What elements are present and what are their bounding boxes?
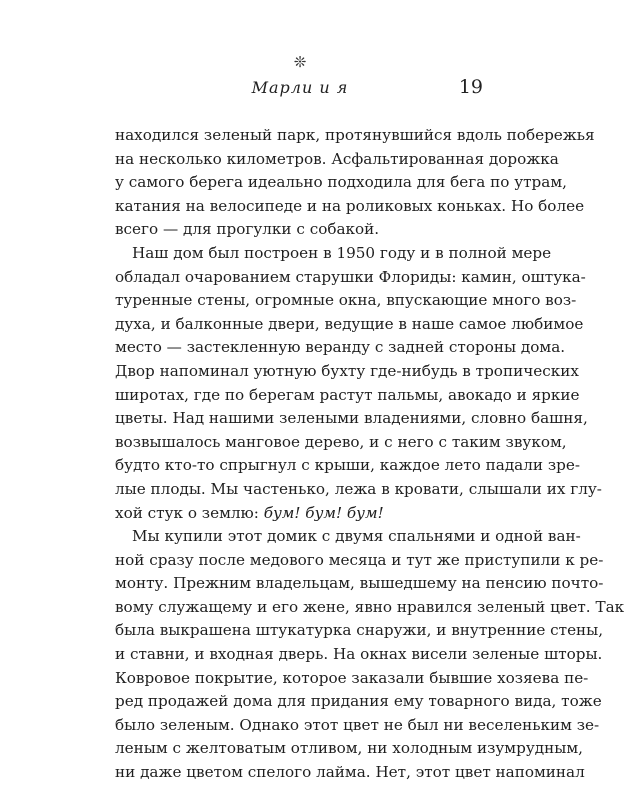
- paragraph-first-line: Наш дом был построен в 1950 году и в полной мере: [132, 243, 552, 262]
- text-line: Ковровое покрытие, которое заказали бывшие хозяева пе-: [115, 668, 589, 687]
- text-segment: хой стук о землю:: [115, 503, 264, 522]
- text-line: обладал очарованием старушки Флориды: камин, оштука-: [115, 267, 586, 286]
- body-text: [115, 124, 624, 785]
- text-line: Двор напоминал уютную бухту где-нибудь в тропических: [115, 361, 579, 380]
- text-line: было зеленым. Однако этот цвет не был ни веселеньким зе-: [115, 715, 600, 734]
- text-line: ред продажей дома для придания ему товарного вида, тоже: [115, 692, 602, 711]
- text-line: на несколько километров. Асфальтированная дорожка: [115, 149, 559, 168]
- text-line: находился зеленый парк, протянувшийся вдоль побережья: [115, 126, 595, 144]
- page-number: 19: [458, 76, 483, 98]
- text-line: у самого берега идеально подходила для бега по утрам,: [115, 173, 567, 192]
- text-line: лые плоды. Мы частенько, лежа в кровати, слышали их глу-: [115, 479, 602, 498]
- text-line: широтах, где по берегам растут пальмы, авокадо и яркие: [115, 385, 580, 404]
- italic-phrase: бум! бум! бум!: [263, 503, 384, 522]
- text-line: [115, 502, 487, 526]
- text-line: и ставни, и входная дверь. На окнах висели зеленые шторы.: [115, 645, 603, 664]
- text-line: монту. Прежним владельцам, вышедшему на пенсию почто-: [115, 574, 604, 593]
- text-line: ни даже цветом спелого лайма. Нет, этот цвет напоминал: [115, 763, 585, 782]
- ornament-icon: ❊: [293, 53, 307, 71]
- text-line: вому служащему и его жене, явно нравился зеленый цвет. Так: [115, 597, 624, 616]
- text-line: была выкрашена штукатурка снаружи, и внутренние стены,: [115, 621, 604, 640]
- running-title: Марли и я: [251, 78, 349, 97]
- text-line: туренные стены, огромные окна, впускающие много воз-: [115, 291, 577, 310]
- text-line: леным с желтоватым отливом, ни холодным изумрудным,: [115, 739, 583, 758]
- paragraph-first-line: Мы купили этот домик с двумя спальнями и одной ван-: [132, 527, 581, 546]
- text-line: будто кто-то спрыгнул с крыши, каждое лето падали зре-: [115, 456, 580, 475]
- text-line: возвышалось манговое дерево, и с него с таким звуком,: [115, 432, 567, 451]
- text-line: духа, и балконные двери, ведущие в наше самое любимое: [115, 314, 584, 333]
- text-line: ной сразу после медового месяца и тут же приступили к ре-: [115, 550, 604, 569]
- text-line: катания на велосипеде и на роликовых коньках. Но более: [115, 196, 585, 215]
- text-line: цветы. Над нашими зелеными владениями, словно башня,: [115, 409, 588, 428]
- text-line: всего — для прогулки с собакой.: [115, 220, 380, 239]
- text-line: место — застекленную веранду с задней стороны дома.: [115, 338, 566, 357]
